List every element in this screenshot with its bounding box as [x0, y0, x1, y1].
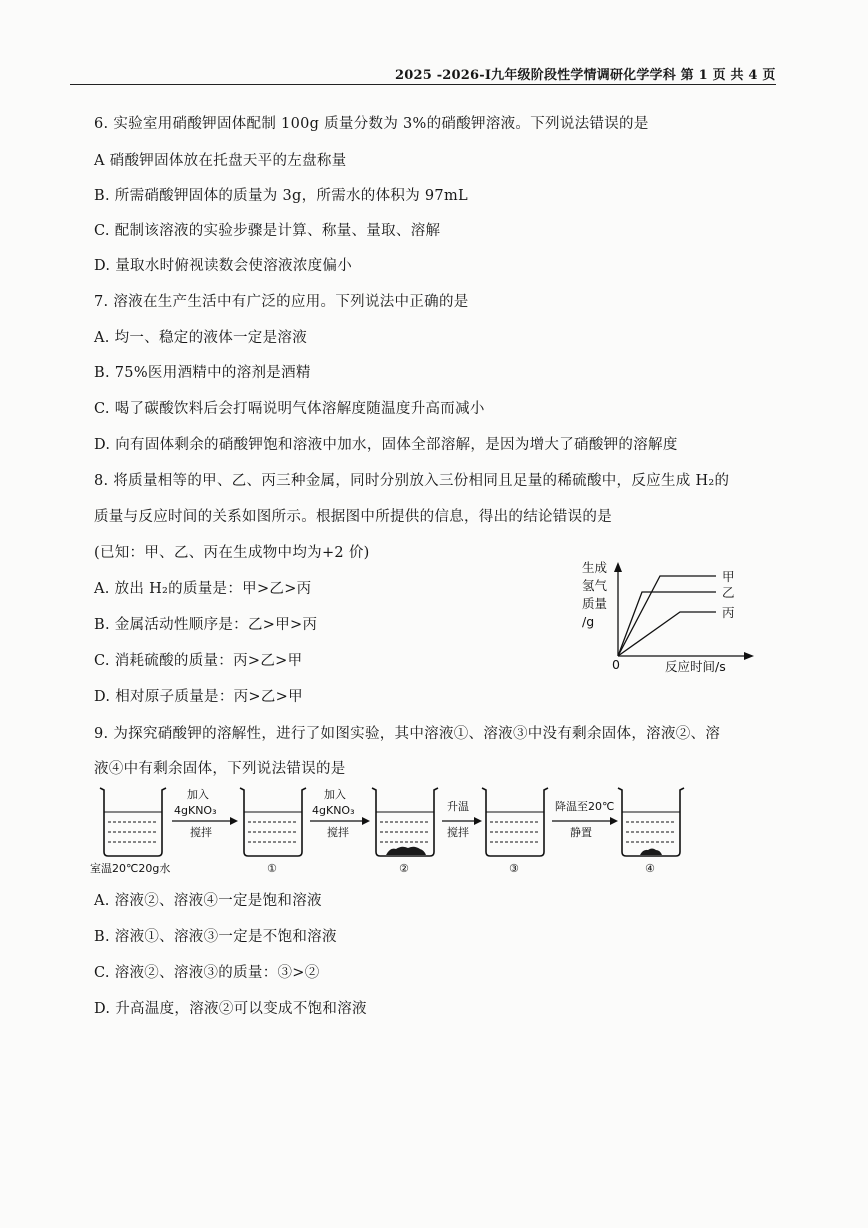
q8-option-c: C. 消耗硫酸的质量：丙>乙>甲: [94, 653, 303, 669]
q7-option-b: B. 75%医用酒精中的溶剂是酒精: [94, 365, 311, 381]
q7-option-d: D. 向有固体剩余的硝酸钾饱和溶液中加水，固体全部溶解，是因为增大了硝酸钾的溶解度: [94, 437, 678, 453]
chart-y-axis-arrow: [614, 562, 622, 572]
chart-series-label-1: 甲: [722, 569, 735, 584]
step3-line2: 搅拌: [447, 826, 469, 839]
chart-x-axis-label: 反应时间/s: [665, 659, 726, 674]
start-beaker-label: 室温20℃20g水: [90, 862, 171, 875]
chart-series-label-3: 丙: [722, 605, 735, 620]
beaker-2-label: ②: [399, 862, 409, 875]
beaker-1: [240, 788, 306, 856]
q8-stem-line2: 质量与反应时间的关系如图所示。根据图中所提供的信息，得出的结论错误的是: [94, 509, 612, 525]
step3-line1: 升温: [447, 800, 469, 813]
q9-stem-line2: 液④中有剩余固体，下列说法错误的是: [94, 761, 346, 777]
header-rule: [70, 84, 776, 85]
chart-y-label-line-2: 氢气: [582, 578, 608, 593]
chart-series-group: [618, 569, 735, 656]
q7-option-a: A. 均一、稳定的液体一定是溶液: [94, 330, 307, 346]
beaker-4: [618, 788, 684, 856]
q8-note: (已知：甲、乙、丙在生成物中均为+2 价): [94, 545, 370, 561]
beaker-2: [372, 788, 438, 856]
chart-series-line-2: [618, 592, 716, 656]
q6-option-b: B. 所需硝酸钾固体的质量为 3g，所需水的体积为 97mL: [94, 188, 468, 204]
chart-y-axis-label: [582, 560, 608, 629]
q9-option-a: A. 溶液②、溶液④一定是饱和溶液: [94, 893, 322, 909]
step4-line1: 降温至20℃: [555, 800, 615, 813]
q9-option-c: C. 溶液②、溶液③的质量：③>②: [94, 965, 320, 981]
q9-stem-line1: 9. 为探究硝酸钾的溶解性，进行了如图实验，其中溶液①、溶液③中没有剩余固体，溶液②、溶: [94, 726, 721, 742]
step4-line2: 静置: [570, 826, 592, 839]
h2-mass-vs-time-chart: [568, 558, 764, 676]
beaker-1-label: ①: [267, 862, 277, 875]
step1-line2: 4gKNO₃: [174, 804, 217, 817]
beaker-3: [482, 788, 548, 856]
step1-line1: 加入: [187, 788, 209, 801]
q6-option-a: A 硝酸钾固体放在托盘天平的左盘称量: [94, 153, 347, 169]
q8-option-d: D. 相对原子质量是：丙>乙>甲: [94, 689, 303, 705]
q7-option-c: C. 喝了碳酸饮料后会打嗝说明气体溶解度随温度升高而减小: [94, 401, 485, 417]
q8-option-a: A. 放出 H₂的质量是：甲>乙>丙: [94, 581, 312, 597]
beaker-start: [100, 788, 166, 856]
chart-y-label-line-1: 生成: [582, 560, 608, 575]
chart-x-axis-arrow: [744, 652, 754, 660]
q6-stem: 6. 实验室用硝酸钾固体配制 100g 质量分数为 3%的硝酸钾溶液。下列说法错误的是: [94, 116, 649, 132]
q9-option-d: D. 升高温度，溶液②可以变成不饱和溶液: [94, 1001, 367, 1017]
step2-line1: 加入: [324, 788, 346, 801]
chart-origin-label: 0: [612, 657, 620, 672]
chart-y-label-line-4: /g: [582, 614, 595, 629]
beaker-4-label: ④: [645, 862, 655, 875]
beaker-3-label: ③: [509, 862, 519, 875]
beaker-4-solid: [640, 849, 662, 856]
q6-option-d: D. 量取水时俯视读数会使溶液浓度偏小: [94, 258, 353, 274]
beaker-2-solid: [386, 847, 426, 855]
chart-y-label-line-3: 质量: [582, 596, 608, 611]
step1-line3: 搅拌: [190, 826, 212, 839]
q9-option-b: B. 溶液①、溶液③一定是不饱和溶液: [94, 929, 337, 945]
step2-line2: 4gKNO₃: [312, 804, 355, 817]
chart-series-label-2: 乙: [722, 585, 735, 600]
q8-stem-line1: 8. 将质量相等的甲、乙、丙三种金属，同时分别放入三份相同且足量的稀硫酸中，反应生成 H₂的: [94, 473, 730, 489]
q8-option-b: B. 金属活动性顺序是：乙>甲>丙: [94, 617, 318, 633]
page-header: 2025 -2026-Ⅰ九年级阶段性学情调研化学学科 第 1 页 共 4 页: [395, 68, 776, 83]
step2-line3: 搅拌: [327, 826, 349, 839]
q6-option-c: C. 配制该溶液的实验步骤是计算、称量、量取、溶解: [94, 223, 441, 239]
kno3-experiment-diagram: [90, 780, 790, 880]
q7-stem: 7. 溶液在生产生活中有广泛的应用。下列说法中正确的是: [94, 294, 469, 310]
